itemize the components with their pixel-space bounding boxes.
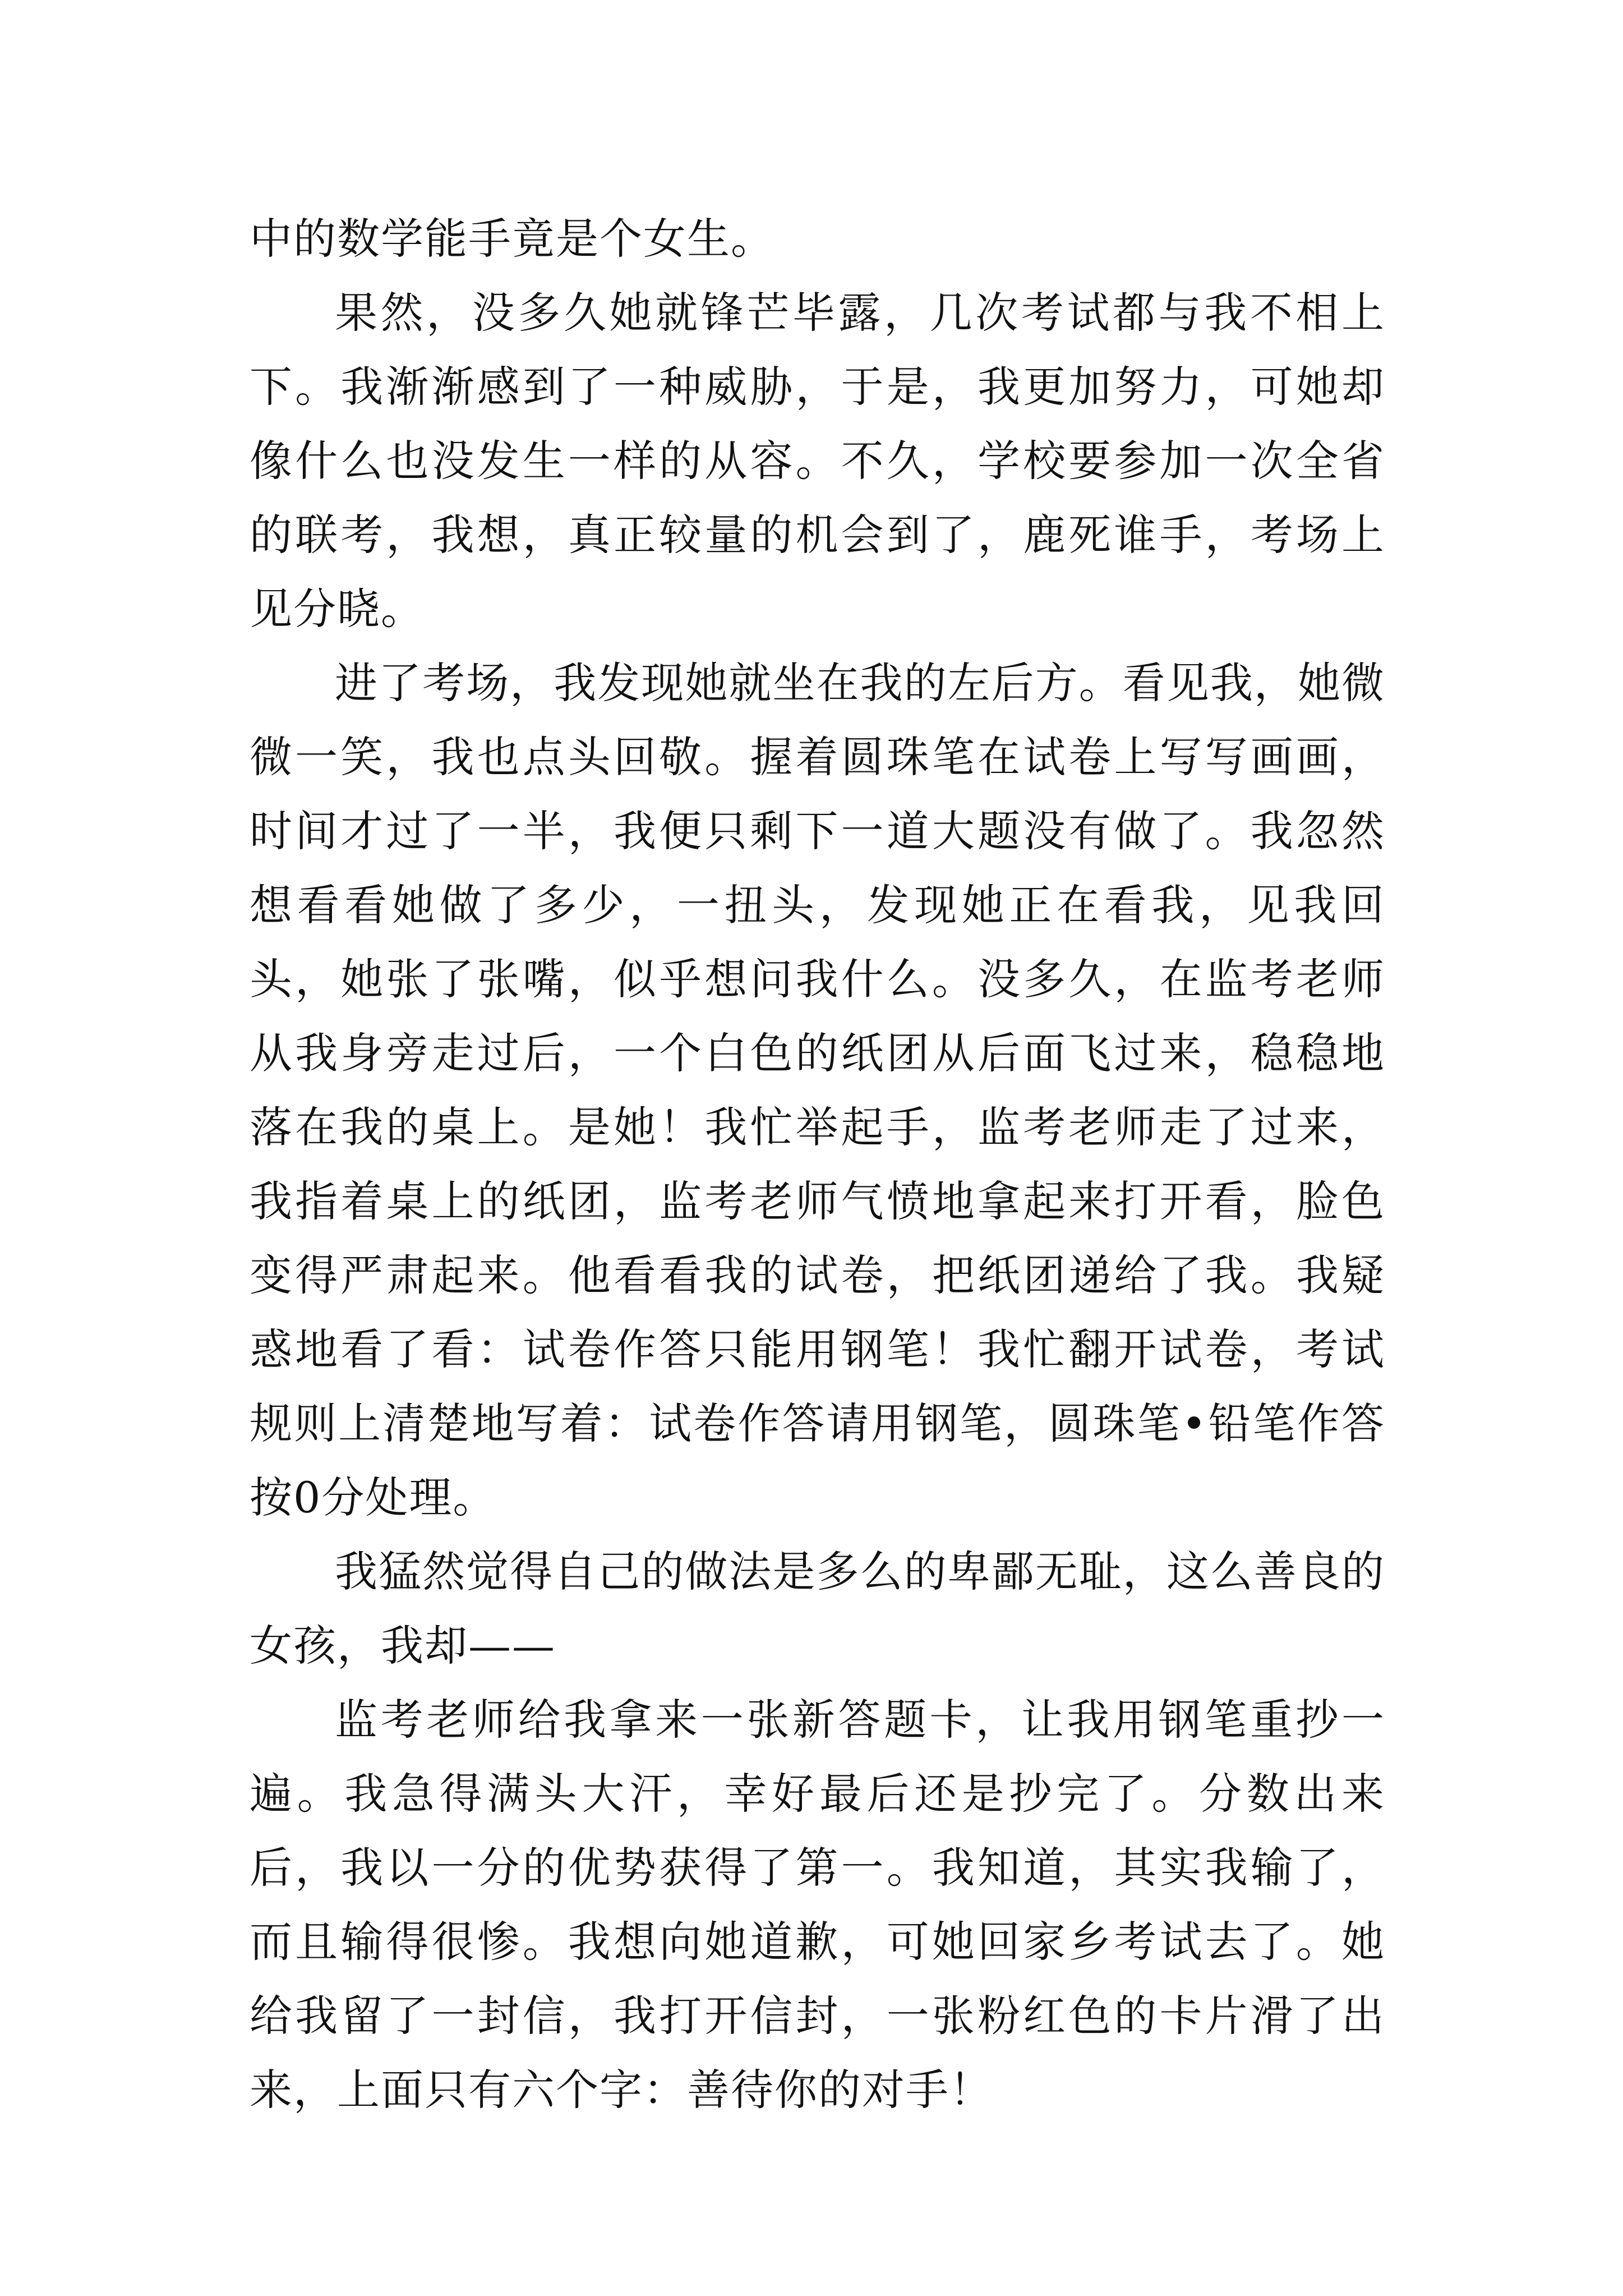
- document-body: [250, 202, 1385, 2127]
- paragraph-5: 监考老师给我拿来一张新答题卡，让我用钢笔重抄一遍。我急得满头大汗，幸好最后还是抄完了。分数出来后，我以一分的优势获得了第一。我知道，其实我输了，而且输得很惨。我想向她道歉，可她回家乡考试去了。她给我留了一封信，我打开信封，一张粉红色的卡片滑了出来，上面只有六个字：善待你的对手！: [250, 1695, 1385, 2115]
- paragraph-4: 我猛然觉得自己的做法是多么的卑鄙无耻，这么善良的女孩，我却——: [250, 1547, 1385, 1671]
- paragraph-2: 果然，没多久她就锋芒毕露，几次考试都与我不相上下。我渐渐感到了一种威胁，于是，我更加努力，可她却像什么也没发生一样的从容。不久，学校要参加一次全省的联考，我想，真正较量的机会到了，鹿死谁手，考场上见分晓。: [250, 288, 1385, 634]
- paragraph-3: 进了考场，我发现她就坐在我的左后方。看见我，她微微一笑，我也点头回敬。握着圆珠笔在试卷上写写画画，时间才过了一半，我便只剩下一道大题没有做了。我忽然想看看她做了多少，一扭头，发现她正在看我，见我回头，她张了张嘴，似乎想问我什么。没多久，在监考老师从我身旁走过后，一个白色的纸团从后面飞过来，稳稳地落在我的桌上。是她！我忙举起手，监考老师走了过来，我指着桌上的纸团，监考老师气愤地拿起来打开看，脸色变得严肃起来。他看看我的试卷，把纸团递给了我。我疑惑地看了看：试卷作答只能用钢笔！我忙翻开试卷，考试规则上清楚地写着：试卷作答请用钢笔，圆珠笔•铅笔作答按0分处理。: [250, 658, 1385, 1522]
- paragraph-continued: 中的数学能手竟是个女生。: [250, 214, 774, 264]
